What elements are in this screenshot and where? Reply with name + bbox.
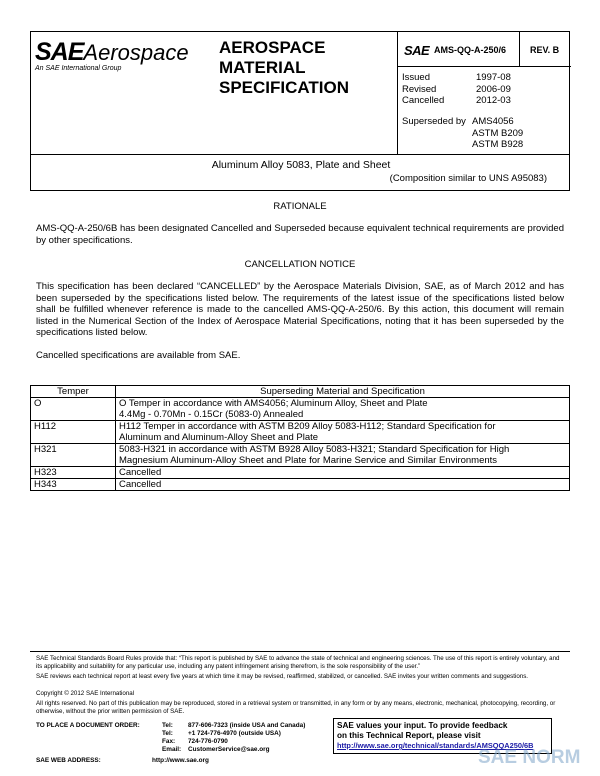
feedback-link[interactable]: http://www.sae.org/technical/standards/AMSQQA250/6B <box>337 741 534 750</box>
date-list <box>402 72 567 107</box>
footer-review-text: SAE reviews each technical report at least every five years at which time it may be revised, reaffirmed, stabilized, or cancelled. SAE invites your written comments and suggestions. <box>36 673 529 680</box>
logo-aerospace-text: Aerospace <box>83 40 189 65</box>
spec-cell: O Temper in accordance with AMS4056; Aluminum Alloy, Sheet and Plate 4.4Mg - 0.70Mn - 0.15Cr (5083-0) Annealed <box>116 398 570 421</box>
footer-rules-text: SAE Technical Standards Board Rules provide that: “This report is published by SAE to advance the state of technical and engineering sciences. The use of this report is entirely voluntary, and its applicability and suitability for any particular use, including any patent infringement arising therefrom, is the sole responsibility of the user.” <box>36 655 560 670</box>
spec-cell: Cancelled <box>116 479 570 491</box>
cancellation-heading: CANCELLATION NOTICE <box>244 259 356 270</box>
superseding-spec: ASTM B209 <box>472 127 524 139</box>
title-line: MATERIAL <box>219 58 306 77</box>
web-address-label: SAE WEB ADDRESS: <box>36 757 101 764</box>
contact-value: +1 724-776-4970 (outside USA) <box>188 730 281 737</box>
header-block <box>30 31 570 155</box>
feedback-line: SAE values your input. To provide feedback <box>337 721 508 730</box>
availability-note: Cancelled specifications are available from SAE. <box>36 350 241 361</box>
document-page: SAEAerospace An SAE International Group AEROSPACE MATERIAL SPECIFICATION SAE AMS-QQ-A-250/6 REV. B Issued 1997-08 Revised 2006-09 Cancelled 2012-03 Superseded by AMS4056 ASTM B209 ASTM B928 Aluminum Alloy 5083, Plate and Sheet (Composition similar to UNS A95083) RATIONALE AMS-QQ-A-250/6B has been designated Cancelled and Superseded because equivalent technical requirements are provided by other specifications. CANCELLATION NOTICE This specification has been declared “CANCELLED” by the Aerospace Materials Division, SAE, as of March 2012 and has been superseded by the specifications listed below. The requirements of the latest issue of the specifications listed below shall be fulfilled whenever reference is made to the cancelled AMS-QQ-A-250/6. By this action, this document will remain listed in the Numerical Section of the Index of Aerospace Material Specifications, noting that it has been superseded by the specifications listed below. Cancelled specifications are available from SAE. Temper Superseding Material and Specification O O Temper in accordance with AMS4056; Aluminum Alloy, Sheet and Plate 4.4Mg - 0.70Mn - 0.15Cr (5083-0) Annealed H112 H112 Temper in accordance with ASTM B209 Alloy 5083-H112; Standard Specification for Aluminum and Aluminum-Alloy Sheet and Plate H321 5083-H321 in accordance with ASTM B928 Alloy 5083-H321; Standard Specification for High Magnesium Aluminum-Alloy Sheet and Plate for Marine Service and Similar Environments H323 Cancelled H343 Cancelled SAE Technical Standards Board Rules provide that: “This report is published by SAE to advance the state of technical and engineering sciences. The use of this report is entirely voluntary, and its applicability and suitability for any particular use, including any patent infringement arising therefrom, is the sole responsibility of the user.” SAE reviews each technical report at least every five years at which time it may be revised, reaffirmed, stabilized, or cancelled. SAE invites your written comments and suggestions. Copyright © 2012 SAE International All rights reserved. No part of this publication may be reproduced, stored in a retrieval system or transmitted, in any form or by any means, electronic, mechanical, photocopying, recording, or otherwise, without the prior written permission of SAE. TO PLACE A DOCUMENT ORDER: Tel: 877-606-7323 (inside USA and Canada) Tel: +1 724-776-4970 (outside USA) Fax: 724-776-0790 Email: CustomerService@sae.org SAE WEB ADDRESS: http://www.sae.org SAE values your input. To provide feedback on this Technical Report, please visit http://www.sae.org/technical/standards/AMSQQA250/6B SAE NORM <box>0 0 600 776</box>
document-number: AMS-QQ-A-250/6 <box>434 45 507 55</box>
temper-cell: O <box>31 398 116 421</box>
cancellation-text: This specification has been declared “CANCELLED” by the Aerospace Materials Division, SAE, as of March 2012 and has been superseded by the specifications listed below. The requirements of the latest issue of the specifications listed below shall be fulfilled whenever reference is made to the cancelled AMS-QQ-A-250/6. By this action, this document will remain listed in the Numerical Section of the Index of Aerospace Material Specifications, noting that it has been superseded by the specifications listed below. <box>36 281 564 339</box>
footer-rights-text: All rights reserved. No part of this publication may be reproduced, stored in a retrieval system or transmitted, in any form or by any means, electronic, mechanical, photocopying, recording, or otherwise, without the prior written permission of SAE. <box>36 700 556 715</box>
feedback-line: on this Technical Report, please visit <box>337 731 481 740</box>
spec-cell: 5083-H321 in accordance with ASTM B928 Alloy 5083-H321; Standard Specification for High Magnesium Aluminum-Alloy Sheet and Plate for Marine Service and Similar Environments <box>116 444 570 467</box>
temper-cell: H323 <box>31 467 116 479</box>
document-number-row <box>398 32 571 67</box>
revision-label: REV. B <box>530 45 560 55</box>
superseded-label: Superseded by <box>402 116 466 127</box>
column-header-temper: Temper <box>31 386 116 398</box>
superseded-by-list <box>402 116 567 151</box>
sae-mark: SAE <box>404 43 430 58</box>
document-type-title <box>219 38 399 98</box>
contact-email[interactable]: CustomerService@sae.org <box>188 746 270 753</box>
subject-block <box>30 155 570 191</box>
date-row: Cancelled 2012-03 <box>402 95 511 106</box>
contact-value: 877-606-7323 (inside USA and Canada) <box>188 722 306 729</box>
spec-cell: Cancelled <box>116 467 570 479</box>
logo-subtitle: An SAE International Group <box>35 65 122 72</box>
spec-cell: H112 Temper in accordance with ASTM B209 Alloy 5083-H112; Standard Specification for Aluminum and Aluminum-Alloy Sheet and Plate <box>116 421 570 444</box>
table-row <box>31 467 570 479</box>
web-address-row <box>36 757 209 764</box>
superseding-spec: AMS4056 <box>472 116 514 127</box>
sae-norm-watermark-icon <box>476 741 596 771</box>
title-line: SPECIFICATION <box>219 78 350 97</box>
temper-cell: H321 <box>31 444 116 467</box>
title-line: AEROSPACE <box>219 38 326 57</box>
web-address-link[interactable]: http://www.sae.org <box>152 757 209 764</box>
rationale-text: AMS-QQ-A-250/6B has been designated Cancelled and Superseded because equivalent technical requirements are provided by other specifications. <box>36 223 564 246</box>
document-info-panel <box>397 32 571 155</box>
watermark-text: SAE NORM <box>478 747 581 768</box>
table-row <box>31 398 570 421</box>
table-row <box>31 421 570 444</box>
superseding-spec: ASTM B928 <box>472 139 524 150</box>
subject-title: Aluminum Alloy 5083, Plate and Sheet <box>211 159 391 171</box>
table-row <box>31 444 570 467</box>
date-row: Issued 1997-08 <box>402 72 511 83</box>
table-header-row <box>31 386 570 398</box>
footer-copyright: Copyright © 2012 SAE International <box>36 690 135 697</box>
temper-cell: H112 <box>31 421 116 444</box>
footer-rule <box>30 651 570 652</box>
column-header-spec: Superseding Material and Specification <box>116 386 570 398</box>
table-row <box>31 479 570 491</box>
logo-sae-text: SAE <box>35 38 84 66</box>
superseding-table <box>30 385 570 491</box>
order-label: TO PLACE A DOCUMENT ORDER: <box>36 722 140 729</box>
subject-subtitle: (Composition similar to UNS A95083) <box>389 173 547 184</box>
date-row: Revised 2006-09 <box>402 83 511 95</box>
temper-cell: H343 <box>31 479 116 491</box>
sae-aerospace-logo <box>31 32 211 155</box>
revision-cell <box>519 32 572 66</box>
rationale-heading: RATIONALE <box>273 201 327 212</box>
contact-value: 724-776-0790 <box>188 738 228 745</box>
